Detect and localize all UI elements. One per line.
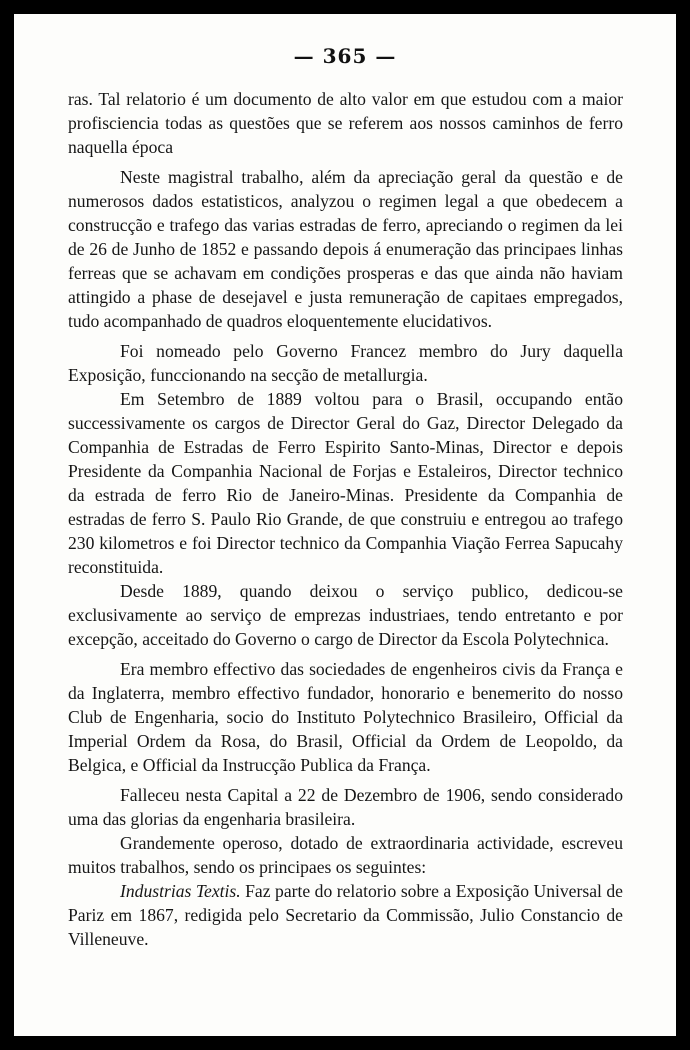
body-text	[68, 87, 623, 951]
page-number: — 365 —	[293, 44, 397, 68]
paragraph-memberships: Era membro effectivo das sociedades de engenheiros civis da França e da Inglaterra, membro effectivo fundador, honorario e benemerito do nosso Club de Engenharia, socio do Instituto Polytechnico Brasileiro, Official da Imperial Ordem da Rosa, do Brasil, Official da Ordem de Leopoldo, da Belgica, e Official da Instrucção Publica da França.	[68, 659, 623, 775]
paragraph-private-service: Desde 1889, quando deixou o serviço publico, dedicou-se exclusivamente ao serviço de emprezas industriaes, tendo entretanto e por excepção, acceitado do Governo o cargo de Director da Escola Polytechnica.	[68, 581, 623, 649]
paragraph-career-brazil: Em Setembro de 1889 voltou para o Brasil, occupando então successivamente os cargos de Director Geral do Gaz, Director Delegado da Companhia de Estradas de Ferro Espirito Santo-Minas, Director e depois Presidente da Companhia Nacional de Forjas e Estaleiros, Director technico da estrada de ferro Rio de Janeiro-Minas. Presidente da Companhia de estradas de ferro S. Paulo Rio Grande, de que construiu e entregou ao trafego 230 kilometros e foi Director technico da Companhia Viação Ferrea Sapucahy reconstituida.	[68, 389, 623, 577]
paragraph-works-intro: Grandemente operoso, dotado de extraordinaria actividade, escreveu muitos trabalhos, sendo os principaes os seguintes:	[68, 833, 623, 877]
document-page	[14, 14, 676, 1036]
paragraph-jury-appointment: Foi nomeado pelo Governo Francez membro do Jury daquella Exposição, funccionando na secção de metallurgia.	[68, 341, 623, 385]
paragraph-magistral-work: Neste magistral trabalho, além da apreciação geral da questão e de numerosos dados estatisticos, analyzou o regimen legal a que obedecem a construcção e trafego das varias estradas de ferro, apreciando o regimen da lei de 26 de Junho de 1852 e passando depois á enumeração das principaes linhas ferreas que se achavam em condições prosperas e das que ainda não haviam attingido a phase de desejavel e justa remuneração de capitaes empregados, tudo acompanhado de quadros eloquentemente elucidativos.	[68, 167, 623, 331]
paragraph-death: Falleceu nesta Capital a 22 de Dezembro de 1906, sendo considerado uma das glorias da engenharia brasileira.	[68, 785, 623, 829]
paragraph-report-summary: ras. Tal relatorio é um documento de alto valor em que estudou com a maior profisciencia todas as questões que se referem aos nossos caminhos de ferro naquella época	[68, 89, 623, 157]
work-title: Industrias Textis.	[120, 881, 241, 901]
work-description: Faz parte do relatorio sobre a Exposição Universal de Pariz em 1867, redigida pelo Secretario da Commissão, Julio Constancio de Villeneuve.	[68, 881, 623, 949]
paragraph-works-entry	[68, 879, 623, 951]
